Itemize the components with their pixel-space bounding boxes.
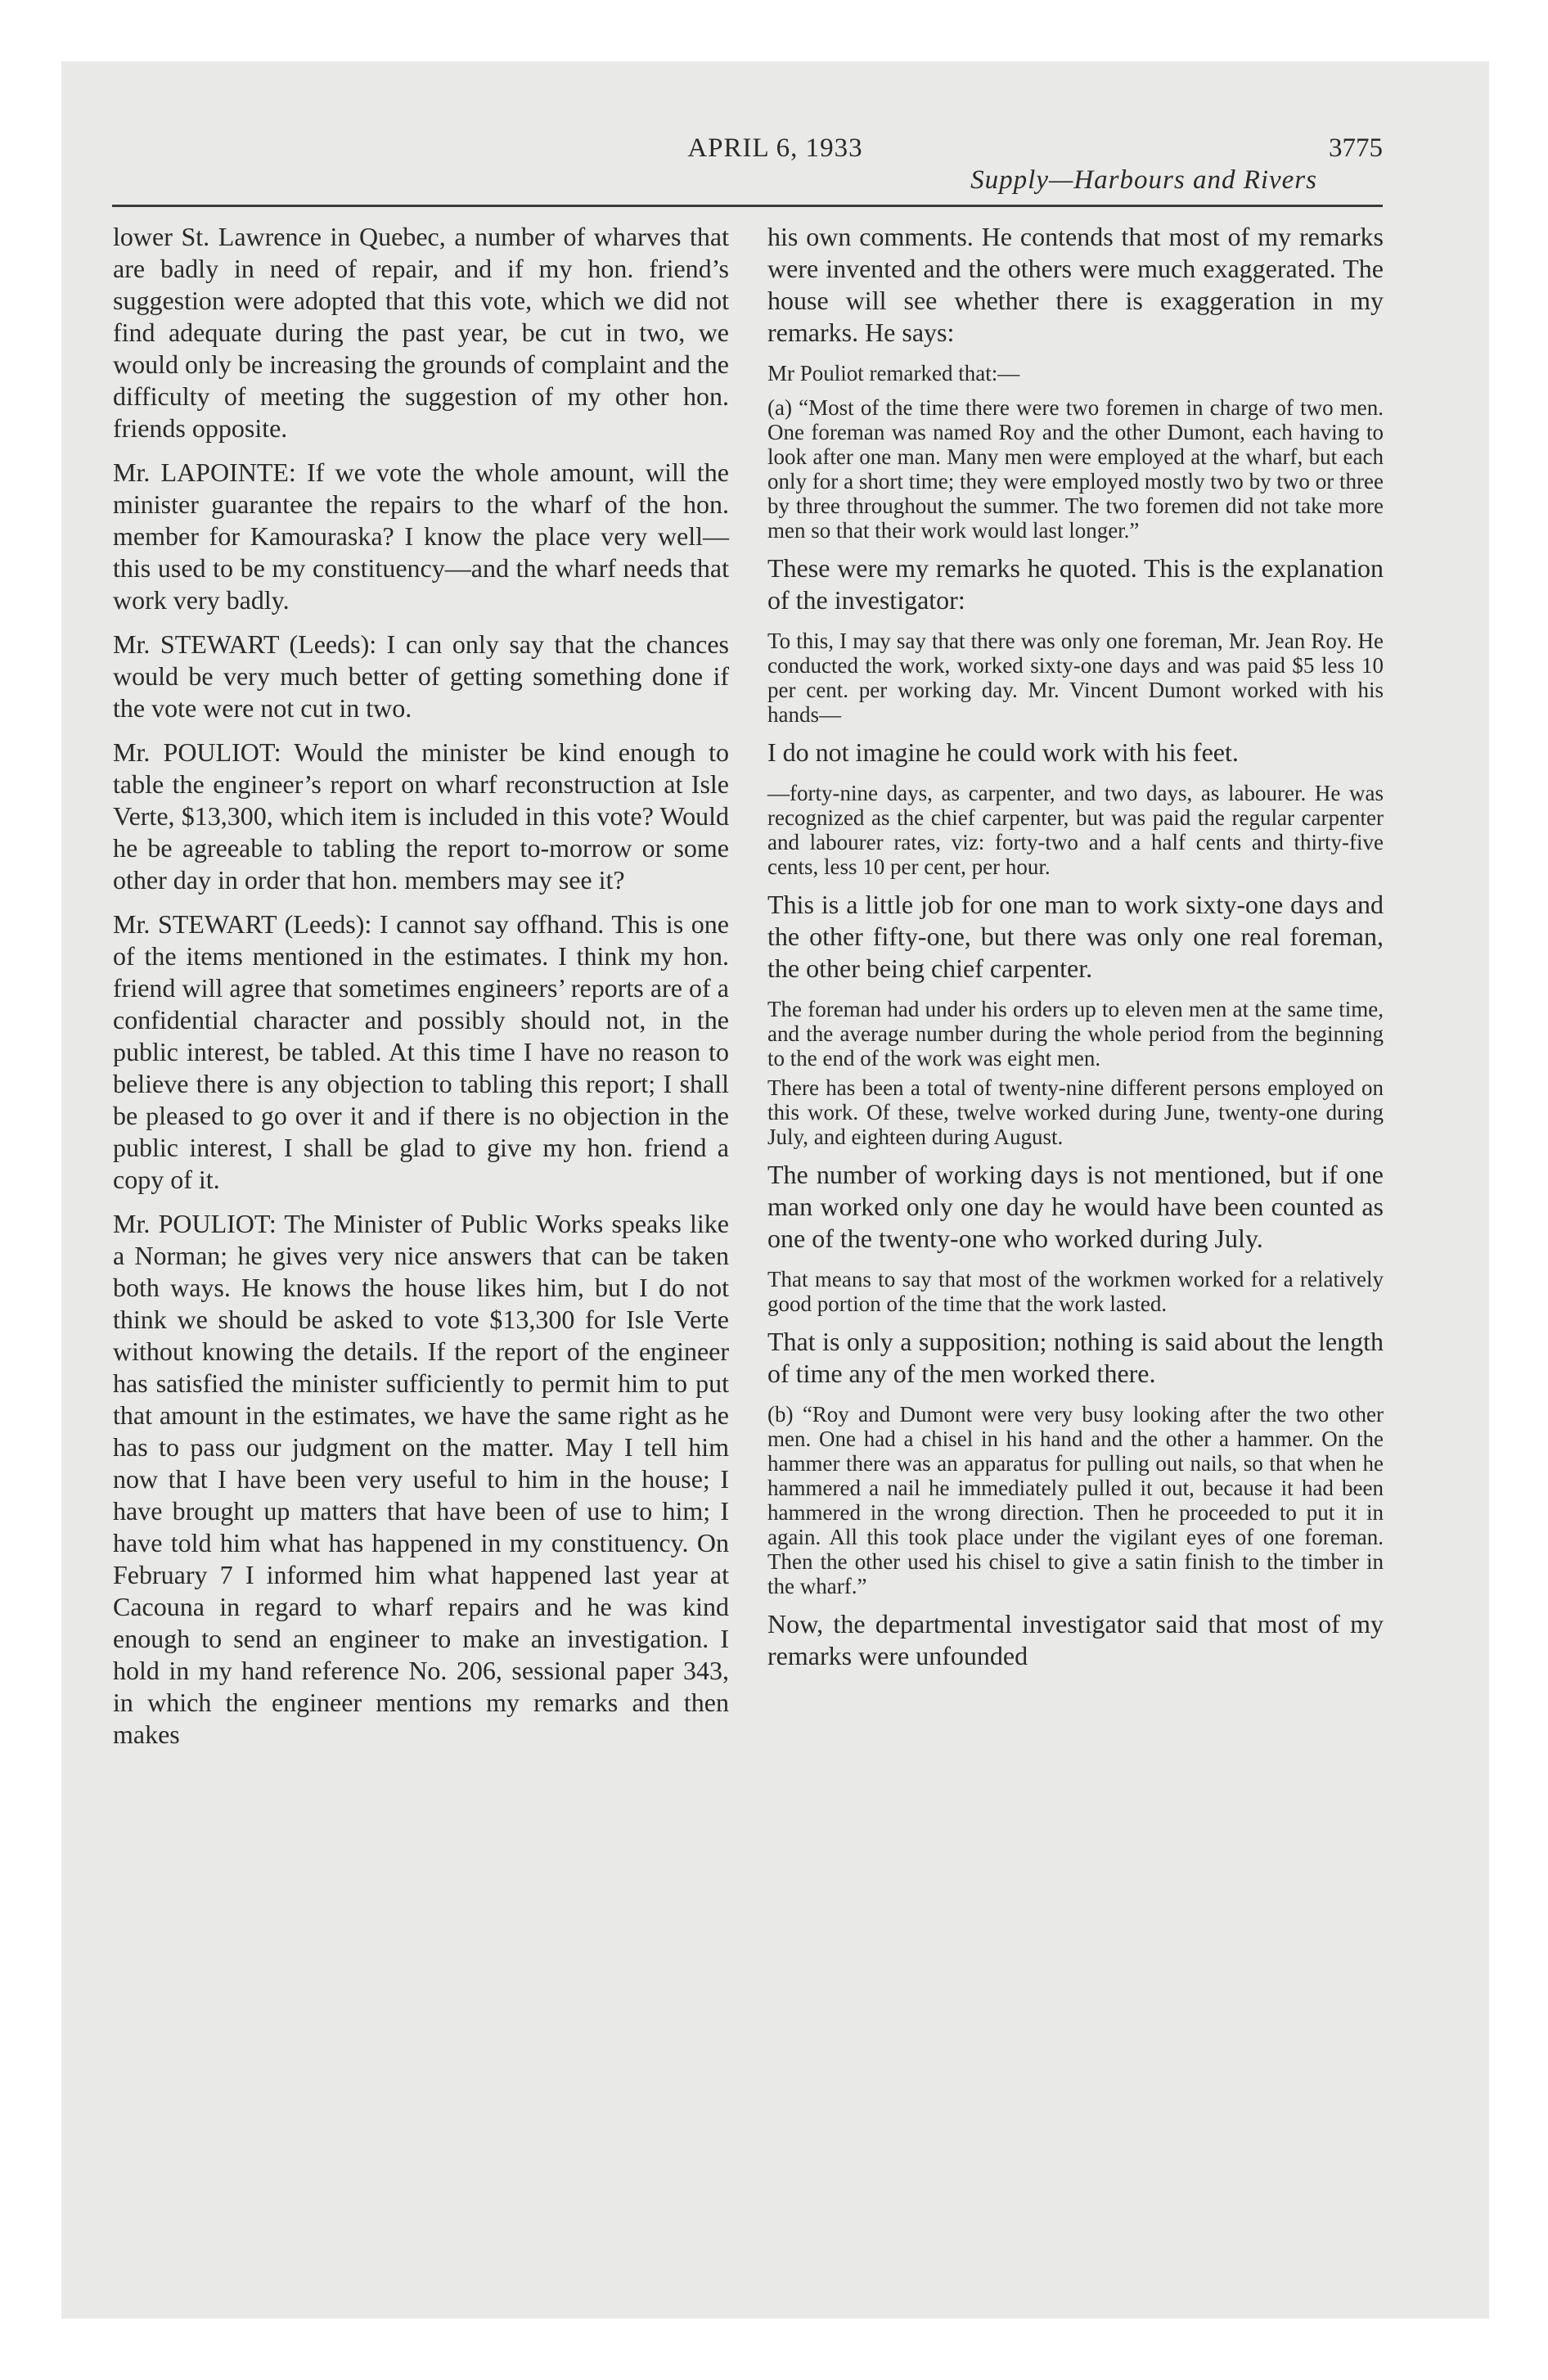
left-column [113, 221, 729, 1763]
quoted-text: Mr Pouliot remarked that:— [767, 361, 1020, 385]
paragraph: Mr. POULIOT: Would the minister be kind enough to table the engineer’s report on wharf reconstruction at Isle Verte, $13,300, which item is included in this vote? Would he be agreeable to tabling the report to-morrow or some other day in order that hon. members may see it? [113, 737, 729, 895]
quoted-text: To this, I may say that there was only one foreman, Mr. Jean Roy. He conducted the work, worked sixty-one days and was paid $5 less 10 per cent. per working day. Mr. Vincent Dumont worked with his hands— [767, 629, 1384, 727]
paragraph: lower St. Lawrence in Quebec, a number of wharves that are badly in need of repair, and if my hon. friend’s suggestion were adopted that this vote, which we did not find adequate during the past year, be cut in two, we would only be increasing the grounds of complaint and the difficulty of meeting the suggestion of my other hon. friends opposite. [113, 222, 729, 443]
paragraph: I do not imagine he could work with his feet. [767, 737, 1239, 767]
right-column [767, 221, 1384, 1684]
paragraph: his own comments. He contends that most of my remarks were invented and the others were much exaggerated. The house will see whether there is exaggeration in my remarks. He says: [767, 222, 1384, 347]
paragraph: This is a little job for one man to work sixty-one days and the other fifty-one, but there was only one real foreman, the other being chief carpenter. [767, 890, 1384, 983]
quoted-text: The foreman had under his orders up to eleven men at the same time, and the average number during the whole period from the beginning to the end of the work was eight men. [767, 997, 1384, 1071]
header-rule [112, 205, 1383, 207]
page-number: 3775 [1329, 133, 1383, 163]
paragraph: Mr. STEWART (Leeds): I can only say that the chances would be very much better of getting something done if the vote were not cut in two. [113, 629, 729, 723]
quoted-text: (a) “Most of the time there were two foremen in charge of two men. One foreman was named Roy and the other Dumont, each having to look after one man. Many men were employed at the wharf, but each only for a short time; they were employed mostly two by two or three by three throughout the summer. The two foremen did not take more men so that their work would last longer.” [767, 395, 1384, 543]
quoted-text: —forty-nine days, as carpenter, and two days, as labourer. He was recognized as the chief carpenter, but was paid the regular carpenter and labourer rates, viz: forty-two and a half cents and thirty-five cents, less 10 per cent, per hour. [767, 781, 1384, 879]
paragraph: Mr. STEWART (Leeds): I cannot say offhand. This is one of the items mentioned in the estimates. I think my hon. friend will agree that sometimes engineers’ reports are of a confidential character and possibly should not, in the public interest, be tabled. At this time I have no reason to believe there is any objection to tabling this report; I shall be pleased to go over it and if there is no objection in the public interest, I shall be glad to give my hon. friend a copy of it. [113, 909, 729, 1194]
quoted-text: That means to say that most of the workmen worked for a relatively good portion of the time that the work lasted. [767, 1267, 1384, 1316]
paragraph: The number of working days is not mentioned, but if one man worked only one day he would have been counted as one of the twenty-one who worked during July. [767, 1160, 1384, 1253]
paragraph: That is only a supposition; nothing is said about the length of time any of the men worked there. [767, 1327, 1384, 1388]
page-header [61, 61, 1489, 217]
header-date: APRIL 6, 1933 [687, 133, 863, 163]
paragraph: Now, the departmental investigator said that most of my remarks were unfounded [767, 1609, 1384, 1670]
quoted-text: There has been a total of twenty-nine different persons employed on this work. Of these, twelve worked during June, twenty-one during July, and eighteen during August. [767, 1075, 1384, 1149]
paragraph: These were my remarks he quoted. This is the explanation of the investigator: [767, 553, 1384, 615]
scanned-page [61, 61, 1489, 2319]
paragraph: Mr. LAPOINTE: If we vote the whole amount, will the minister guarantee the repairs to the wharf of the hon. member for Kamouraska? I know the place very well—this used to be my constituency—and the wharf needs that work very badly. [113, 458, 729, 615]
section-title: Supply—Harbours and Rivers [970, 165, 1317, 195]
quoted-text: (b) “Roy and Dumont were very busy looking after the two other men. One had a chisel in his hand and the other a hammer. On the hammer there was an apparatus for pulling out nails, so that when he hammered a nail he immediately pulled it out, because it had been hammered in the wrong direction. Then he proceeded to put it in again. All this took place under the vigilant eyes of one foreman. Then the other used his chisel to give a satin finish to the timber in the wharf.” [767, 1402, 1384, 1598]
paragraph: Mr. POULIOT: The Minister of Public Works speaks like a Norman; he gives very nice answers that can be taken both ways. He knows the house likes him, but I do not think we should be asked to vote $13,300 for Isle Verte without knowing the details. If the report of the engineer has satisfied the minister sufficiently to permit him to put that amount in the estimates, we have the same right as he has to pass our judgment on the matter. May I tell him now that I have been very useful to him in the house; I have brought up matters that have been of use to him; I have told him what has happened in my constituency. On February 7 I informed him what happened last year at Cacouna in regard to wharf repairs and he was kind enough to send an engineer to make an investigation. I hold in my hand reference No. 206, sessional paper 343, in which the engineer mentions my remarks and then makes [113, 1209, 729, 1749]
